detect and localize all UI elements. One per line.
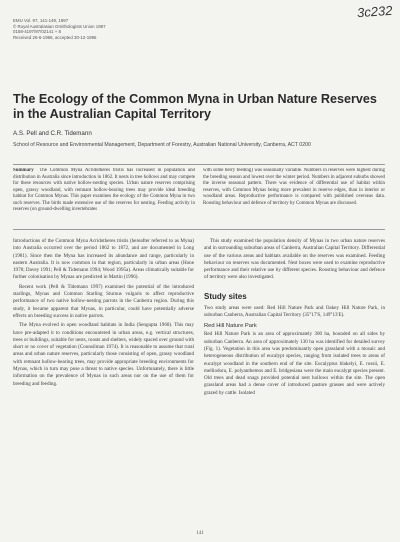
body-paragraph: Introductions of the Common Myna Acridotheres tristis (hereafter referred to as Myna) into Australia occurred over the period 1862 to 1872, and are documented in Long (1981). Since then the Myna has increased its abundance and range, particularly in eastern Australia. It is now common in that region, particularly in urban areas (Hone 1978; Davey 1991; Pell & Tidemann 1994; Wood 1995a). Areas climatically suitable for further colonisation by Mynas are predicted in Martin (1996). xyxy=(13,238,194,281)
body-paragraph: Two study areas were used: Red Hill Nature Park and Oakey Hill Nature Park, in suburban Canberra, Australian Capital Territory (35°17'S, 149°13'E). xyxy=(204,304,385,319)
body-paragraph: This study examined the population density of Mynas in two urban nature reserves and in surrounding suburban areas of Canberra, Australian Capital Territory. Differential use of the various areas and habitats available on the reserves was examined. Feeding behaviour on reserves was documented. Nest boxes were used to examine reproductive performance and their relative use by different species. Roosting behaviour and defence of territory were also investigated. xyxy=(204,238,385,281)
summary-text-right: with some berry feeding) was seasonally variable. Numbers in reserves were highest during the breeding season and lowest over the winter period. Numbers in adjacent suburbs showed the inverse seasonal pattern. There was evidence of differential use of habitat within reserves, with Common Mynas being more prevalent in reserve edges, than in interior or woodland areas. Reproductive performance is compared with published overseas data. Roosting behaviour and defence of territory by Common Mynas are discussed. xyxy=(203,168,385,206)
section-heading: Study sites xyxy=(204,291,247,301)
article-authors: A.S. Pell and C.R. Tidemann xyxy=(13,130,92,137)
body-right-column xyxy=(204,238,385,528)
metadata-line: Received 26-6-1996, accepted 30-12-1996 xyxy=(13,34,97,40)
author-affiliation: School of Resource and Environmental Management, Department of Forestry, Australian National University, Canberra, ACT 0200 xyxy=(13,142,311,148)
metadata-line: EMU Vol. 97, 141-149, 1997 xyxy=(13,18,69,23)
body-paragraph: Red Hill Nature Park is an area of approximately 300 ha, bounded on all sides by suburban Canberra. An area of approximately 130 ha was identified for detailed survey (Fig. 1). Vegetation in this area was predominantly open grassland with a mosaic and heterogeneous distribution of eucalypt species, ranging from isolated trees to areas of eucalypt woodland in the southern end of the site. Eucalyptus blakelyi, E. rossii, E. melliodora, E. polyanthemos and E. bridgesiana were the main eucalypt species present. Old trees and dead snags provided potential nest hollows within the site. The open grassland areas had a dense cover of introduced pasture grasses and were actively grazed by cattle. Isolated xyxy=(204,331,385,396)
body-paragraph: Recent work (Pell & Tidemann 1997) examined the potential of the introduced starlings, Mynas and Common Starling Sturnus vulgaris to affect reproductive performance of two native hollow-nesting parrots in the Canberra region. During this study, it became apparent that Mynas, in particular, could have potentially adverse effects on breeding success in native parrots. xyxy=(13,283,194,319)
article-body xyxy=(13,238,385,528)
journal-metadata xyxy=(13,18,106,40)
page-number: 141 xyxy=(196,531,204,536)
summary-left-column xyxy=(13,168,195,229)
summary-abstract xyxy=(13,164,385,230)
summary-right-column xyxy=(203,168,385,229)
body-left-column xyxy=(13,238,194,528)
summary-label: Summary xyxy=(13,168,34,173)
summary-text-left: The Common Myna Acridotheres tristis has increased in population and distribution in Australia since introduction in 1862. It nests in tree hollows and may compete for these resources with native hollow-nesting species. Urban nature reserves comprising open, grassy woodland, with remnant hollow-bearing trees may provide ideal breeding habitat for Common Mynas. This paper examines the ecology of the Common Myna in two such reserves. The birds made extensive use of the reserves for nesting. Feeding activity in reserves (on ground-dwelling invertebrates xyxy=(13,168,195,212)
handwritten-stamp: 3c232 xyxy=(356,2,393,21)
metadata-line: 0158-4197/97/02141 + 8 xyxy=(13,29,61,35)
article-title: The Ecology of the Common Myna in Urban Nature Reserves in the Australian Capital Territory xyxy=(13,92,377,121)
body-paragraph: The Myna evolved in open woodland habitats in India (Sengupta 1968). This may have pre-adapted it to conditions encountered in urban areas, e.g. vertical structures, trees or buildings, suitable for nests, roosts and shelters, widely spaced over ground with short or no cover of vegetation (Counsilman 1974). It is reasonable to assume that rural areas and urban nature reserves, particularly those consisting of open, grassy woodland with remnant hollow-bearing trees, may provide appropriate breeding environments for Mynas, which in turn may pose a threat to native species. Unfortunately, there is little information on the prevalence of Mynas in such areas nor on the use of them for breeding and feeding. xyxy=(13,322,194,387)
subsection-heading: Red Hill Nature Park xyxy=(204,323,257,330)
metadata-line: © Royal Australasian Ornithologists Union 1997 xyxy=(13,23,106,29)
